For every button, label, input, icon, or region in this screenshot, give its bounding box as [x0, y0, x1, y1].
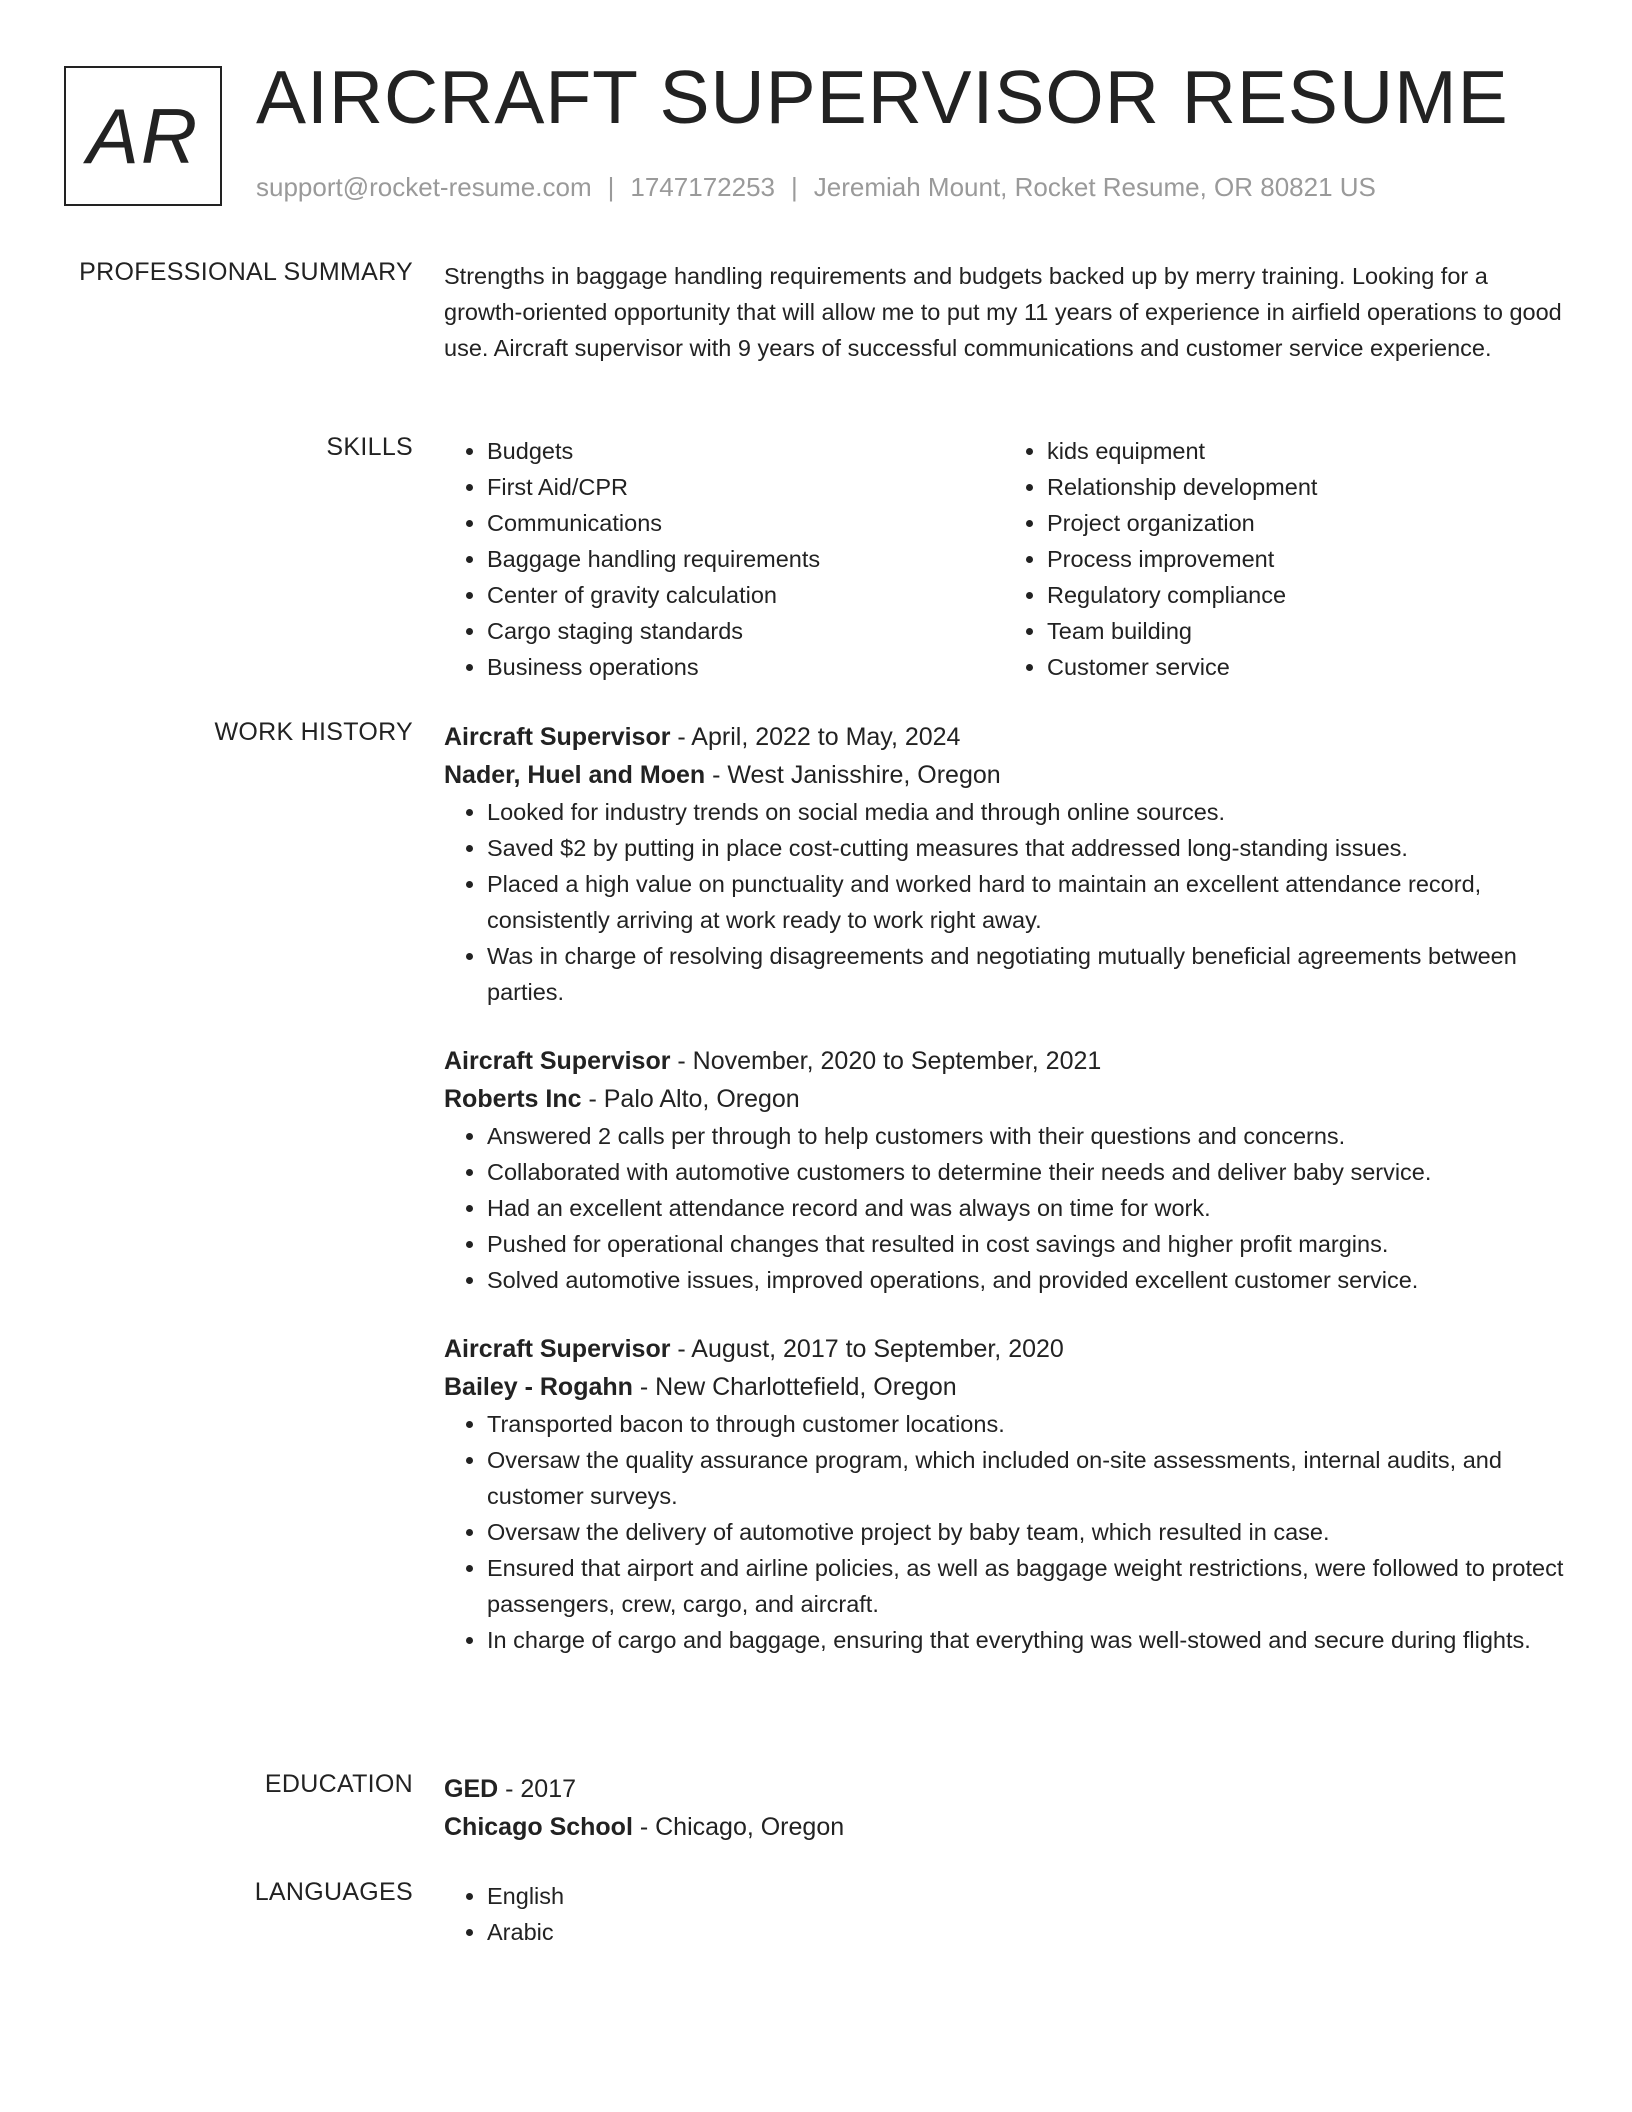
job-title: Aircraft Supervisor — [444, 1335, 671, 1363]
education-heading: EDUCATION — [264, 1770, 413, 1798]
job-bullet: • Oversaw the delivery of automotive project by baby team, which resulted in case. — [487, 1514, 1564, 1550]
job-dates: - November, 2020 to September, 2021 — [670, 1047, 1102, 1075]
job-bullet: • Saved $2 by putting in place cost-cutting measures that addressed long-standing issues. — [487, 830, 1564, 866]
skill-item: • Project organization — [1047, 505, 1564, 541]
job-bullets — [444, 1406, 1564, 1658]
job-entry — [444, 1042, 1564, 1298]
job-dates: - August, 2017 to September, 2020 — [670, 1335, 1064, 1363]
skill-item: • Customer service — [1047, 649, 1564, 685]
skill-item: • Cargo staging standards — [487, 613, 1004, 649]
skill-item: • Baggage handling requirements — [487, 541, 1004, 577]
monogram-badge: AR — [64, 66, 222, 206]
skills-list-left — [444, 433, 1004, 685]
education-school: Chicago School — [444, 1813, 633, 1841]
job-title: Aircraft Supervisor — [444, 723, 671, 751]
job-title-line — [444, 718, 1564, 756]
contact-email[interactable]: support@rocket-resume.com — [256, 172, 592, 202]
job-bullet: • Answered 2 calls per through to help customers with their questions and concerns. — [487, 1118, 1564, 1154]
job-bullet: • Ensured that airport and airline policies, as well as baggage weight restrictions, were followed to protect passengers, crew, cargo, and aircraft. — [487, 1550, 1564, 1622]
skills-list-right — [1004, 433, 1564, 685]
skill-item: • Center of gravity calculation — [487, 577, 1004, 613]
job-bullet: • In charge of cargo and baggage, ensuring that everything was well-stowed and secure during flights. — [487, 1622, 1564, 1658]
skill-item: • Relationship development — [1047, 469, 1564, 505]
job-bullets — [444, 794, 1564, 1010]
language-item: • Arabic — [487, 1914, 1564, 1950]
job-company: Nader, Huel and Moen — [444, 761, 706, 789]
work-history-heading: WORK HISTORY — [214, 718, 413, 746]
job-location: - New Charlottefield, Oregon — [632, 1373, 957, 1401]
job-title-line — [444, 1330, 1564, 1368]
education-year: - 2017 — [498, 1775, 577, 1803]
languages-heading: LANGUAGES — [254, 1878, 413, 1906]
skill-item: • kids equipment — [1047, 433, 1564, 469]
job-title-line — [444, 1042, 1564, 1080]
language-item: • English — [487, 1878, 1564, 1914]
job-bullet: • Placed a high value on punctuality and worked hard to maintain an excellent attendance record, consistently arriving at work ready to work right away. — [487, 866, 1564, 938]
education-degree-line — [444, 1770, 1564, 1808]
resume-title: AIRCRAFT SUPERVISOR RESUME — [256, 55, 1509, 139]
education-school-line — [444, 1808, 1564, 1846]
job-bullet: • Solved automotive issues, improved operations, and provided excellent customer service. — [487, 1262, 1564, 1298]
languages-list — [444, 1878, 1564, 1950]
job-bullet: • Pushed for operational changes that resulted in cost savings and higher profit margins. — [487, 1226, 1564, 1262]
summary-body — [444, 258, 1564, 366]
job-location: - West Janisshire, Oregon — [705, 761, 1001, 789]
skill-item: • Business operations — [487, 649, 1004, 685]
job-location: - Palo Alto, Oregon — [581, 1085, 800, 1113]
education-degree: GED — [444, 1775, 499, 1803]
job-bullet: • Was in charge of resolving disagreements and negotiating mutually beneficial agreements between parties. — [487, 938, 1564, 1010]
education-body — [444, 1770, 1564, 1846]
job-entry — [444, 1330, 1564, 1658]
job-bullet: • Looked for industry trends on social media and through online sources. — [487, 794, 1564, 830]
skills-body — [444, 433, 1564, 685]
skill-item: • First Aid/CPR — [487, 469, 1004, 505]
job-company-line — [444, 1080, 1564, 1118]
skill-item: • Budgets — [487, 433, 1004, 469]
contact-phone[interactable]: 1747172253 — [630, 172, 775, 202]
skill-item: • Communications — [487, 505, 1004, 541]
job-dates: - April, 2022 to May, 2024 — [670, 723, 961, 751]
job-title: Aircraft Supervisor — [444, 1047, 671, 1075]
skill-item: • Team building — [1047, 613, 1564, 649]
job-company-line — [444, 756, 1564, 794]
job-company-line — [444, 1368, 1564, 1406]
job-bullet: • Transported bacon to through customer locations. — [487, 1406, 1564, 1442]
summary-heading: PROFESSIONAL SUMMARY — [79, 258, 413, 286]
skill-item: • Process improvement — [1047, 541, 1564, 577]
job-company: Bailey - Rogahn — [444, 1373, 633, 1401]
job-entry — [444, 718, 1564, 1010]
contact-line — [256, 172, 1376, 203]
job-bullet: • Oversaw the quality assurance program, which included on-site assessments, internal audits, and customer surveys. — [487, 1442, 1564, 1514]
job-bullets — [444, 1118, 1564, 1298]
languages-body — [444, 1878, 1564, 1950]
contact-separator: | — [607, 172, 615, 202]
job-bullet: • Had an excellent attendance record and was always on time for work. — [487, 1190, 1564, 1226]
education-location: - Chicago, Oregon — [632, 1813, 845, 1841]
summary-text: Strengths in baggage handling requirements and budgets backed up by merry training. Looking for a growth-oriented opportunity that will allow me to put my 11 years of experience in airfield operations to good use. Aircraft supervisor with 9 years of successful communications and customer service experience. — [444, 263, 1562, 361]
skill-item: • Regulatory compliance — [1047, 577, 1564, 613]
work-history-body — [444, 718, 1564, 1658]
contact-address: Jeremiah Mount, Rocket Resume, OR 80821 US — [813, 172, 1376, 202]
contact-separator: | — [791, 172, 798, 202]
skills-heading: SKILLS — [326, 433, 413, 461]
job-company: Roberts Inc — [444, 1085, 582, 1113]
job-bullet: • Collaborated with automotive customers to determine their needs and deliver baby service. — [487, 1154, 1564, 1190]
